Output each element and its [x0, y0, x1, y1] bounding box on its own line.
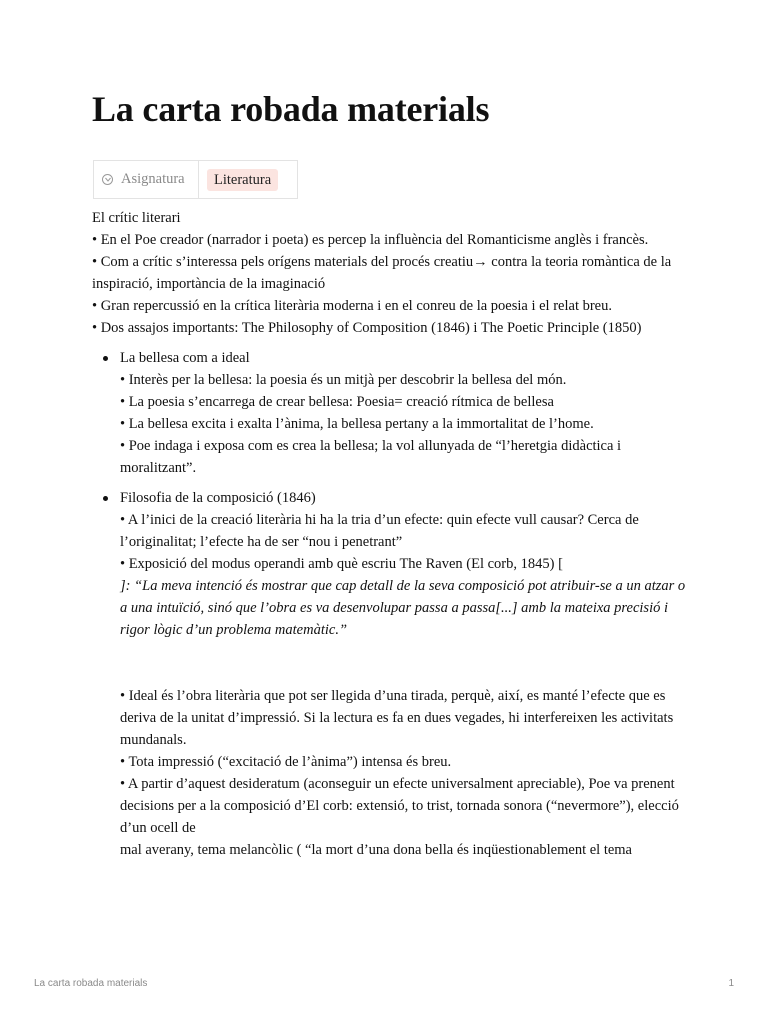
page-number: 1	[728, 978, 734, 989]
section-body	[92, 509, 692, 861]
section-title-text: La bellesa com a ideal	[120, 350, 250, 366]
section-line: • Ideal és l’obra literària que pot ser llegida d’una tirada, perquè, així, es manté l’efecte que es deriva de la unitat d’impressió. Si la lectura es fa en dues vegades, hi interfereixen les activitats mundanals.	[120, 688, 674, 748]
section-line: • A l’inici de la creació literària hi ha la tria d’un efecte: quin efecte vull causar? Cerca de l’originalitat; l’efecte ha de ser “nou i penetrant”	[120, 512, 639, 550]
spacer	[120, 641, 692, 685]
bullet-dot	[103, 356, 108, 361]
section-line: • La bellesa excita i exalta l’ànima, la bellesa pertany a la immortalitat de l’home.	[120, 416, 594, 432]
page-title: La carta robada materials	[92, 89, 490, 129]
footer-title: La carta robada materials	[34, 978, 148, 989]
section-line: • La poesia s’encarrega de crear bellesa: Poesia= creació rítmica de bellesa	[120, 394, 554, 410]
bullet-dot	[103, 496, 108, 501]
section-line: • Interès per la bellesa: la poesia és un mitjà per descobrir la bellesa del món.	[120, 372, 567, 388]
chevron-circle-icon	[102, 174, 113, 185]
section-line: • A partir d’aquest desideratum (aconseguir un efecte universalment apreciable), Poe va prenent decisions per a la composició d’El corb: extensió, to trist, tornada sonora (“nevermore”), elecció d’un ocell de	[120, 776, 679, 836]
property-value	[199, 161, 278, 198]
section-line: • Tota impressió (“excitació de l’ànima”) intensa és breu.	[120, 754, 452, 770]
section-title	[92, 487, 692, 509]
intro-line: • Gran repercussió en la crítica literària moderna i en el conreu de la poesia i el relat breu.	[92, 298, 612, 314]
intro-line: • Dos assajos importants: The Philosophy of Composition (1846) i The Poetic Principle (1850)	[92, 320, 642, 336]
intro-heading: El crític literari	[92, 210, 181, 226]
section-title-text: Filosofia de la composició (1846)	[120, 490, 316, 506]
section-title	[92, 347, 692, 369]
section-composition	[92, 487, 692, 861]
subject-tag: Literatura	[207, 169, 278, 191]
document-body	[92, 207, 692, 861]
property-name	[94, 161, 199, 198]
section-beauty	[92, 347, 692, 479]
page-footer	[34, 978, 734, 989]
intro-line: • Com a crític s’interessa pels orígens materials del procés creatiu→ contra la teoria romàntica de la inspiració, importància de la imaginació	[92, 254, 672, 292]
section-line: • Poe indaga i exposa com es crea la bellesa; la vol allunyada de “l’heretgia didàctica i moralitzant”.	[120, 438, 622, 476]
property-label: Asignatura	[121, 171, 185, 187]
section-body	[92, 369, 692, 479]
intro-line: • En el Poe creador (narrador i poeta) es percep la influència del Romanticisme anglès i francès.	[92, 232, 649, 248]
section-line: mal averany, tema melancòlic ( “la mort d’una dona bella és inqüestionablement el tema	[120, 842, 632, 858]
quote: ]: “La meva intenció és mostrar que cap detall de la seva composició pot atribuir-se a un atzar o a una intuïció, sinó que l’obra es va desenvolupar passa a passa[...] amb la mateixa precisió i rigor lògic d’un problema matemàtic.”	[120, 578, 686, 638]
property-row	[93, 160, 298, 199]
section-line: • Exposició del modus operandi amb què escriu The Raven (El corb, 1845) [	[120, 556, 563, 572]
